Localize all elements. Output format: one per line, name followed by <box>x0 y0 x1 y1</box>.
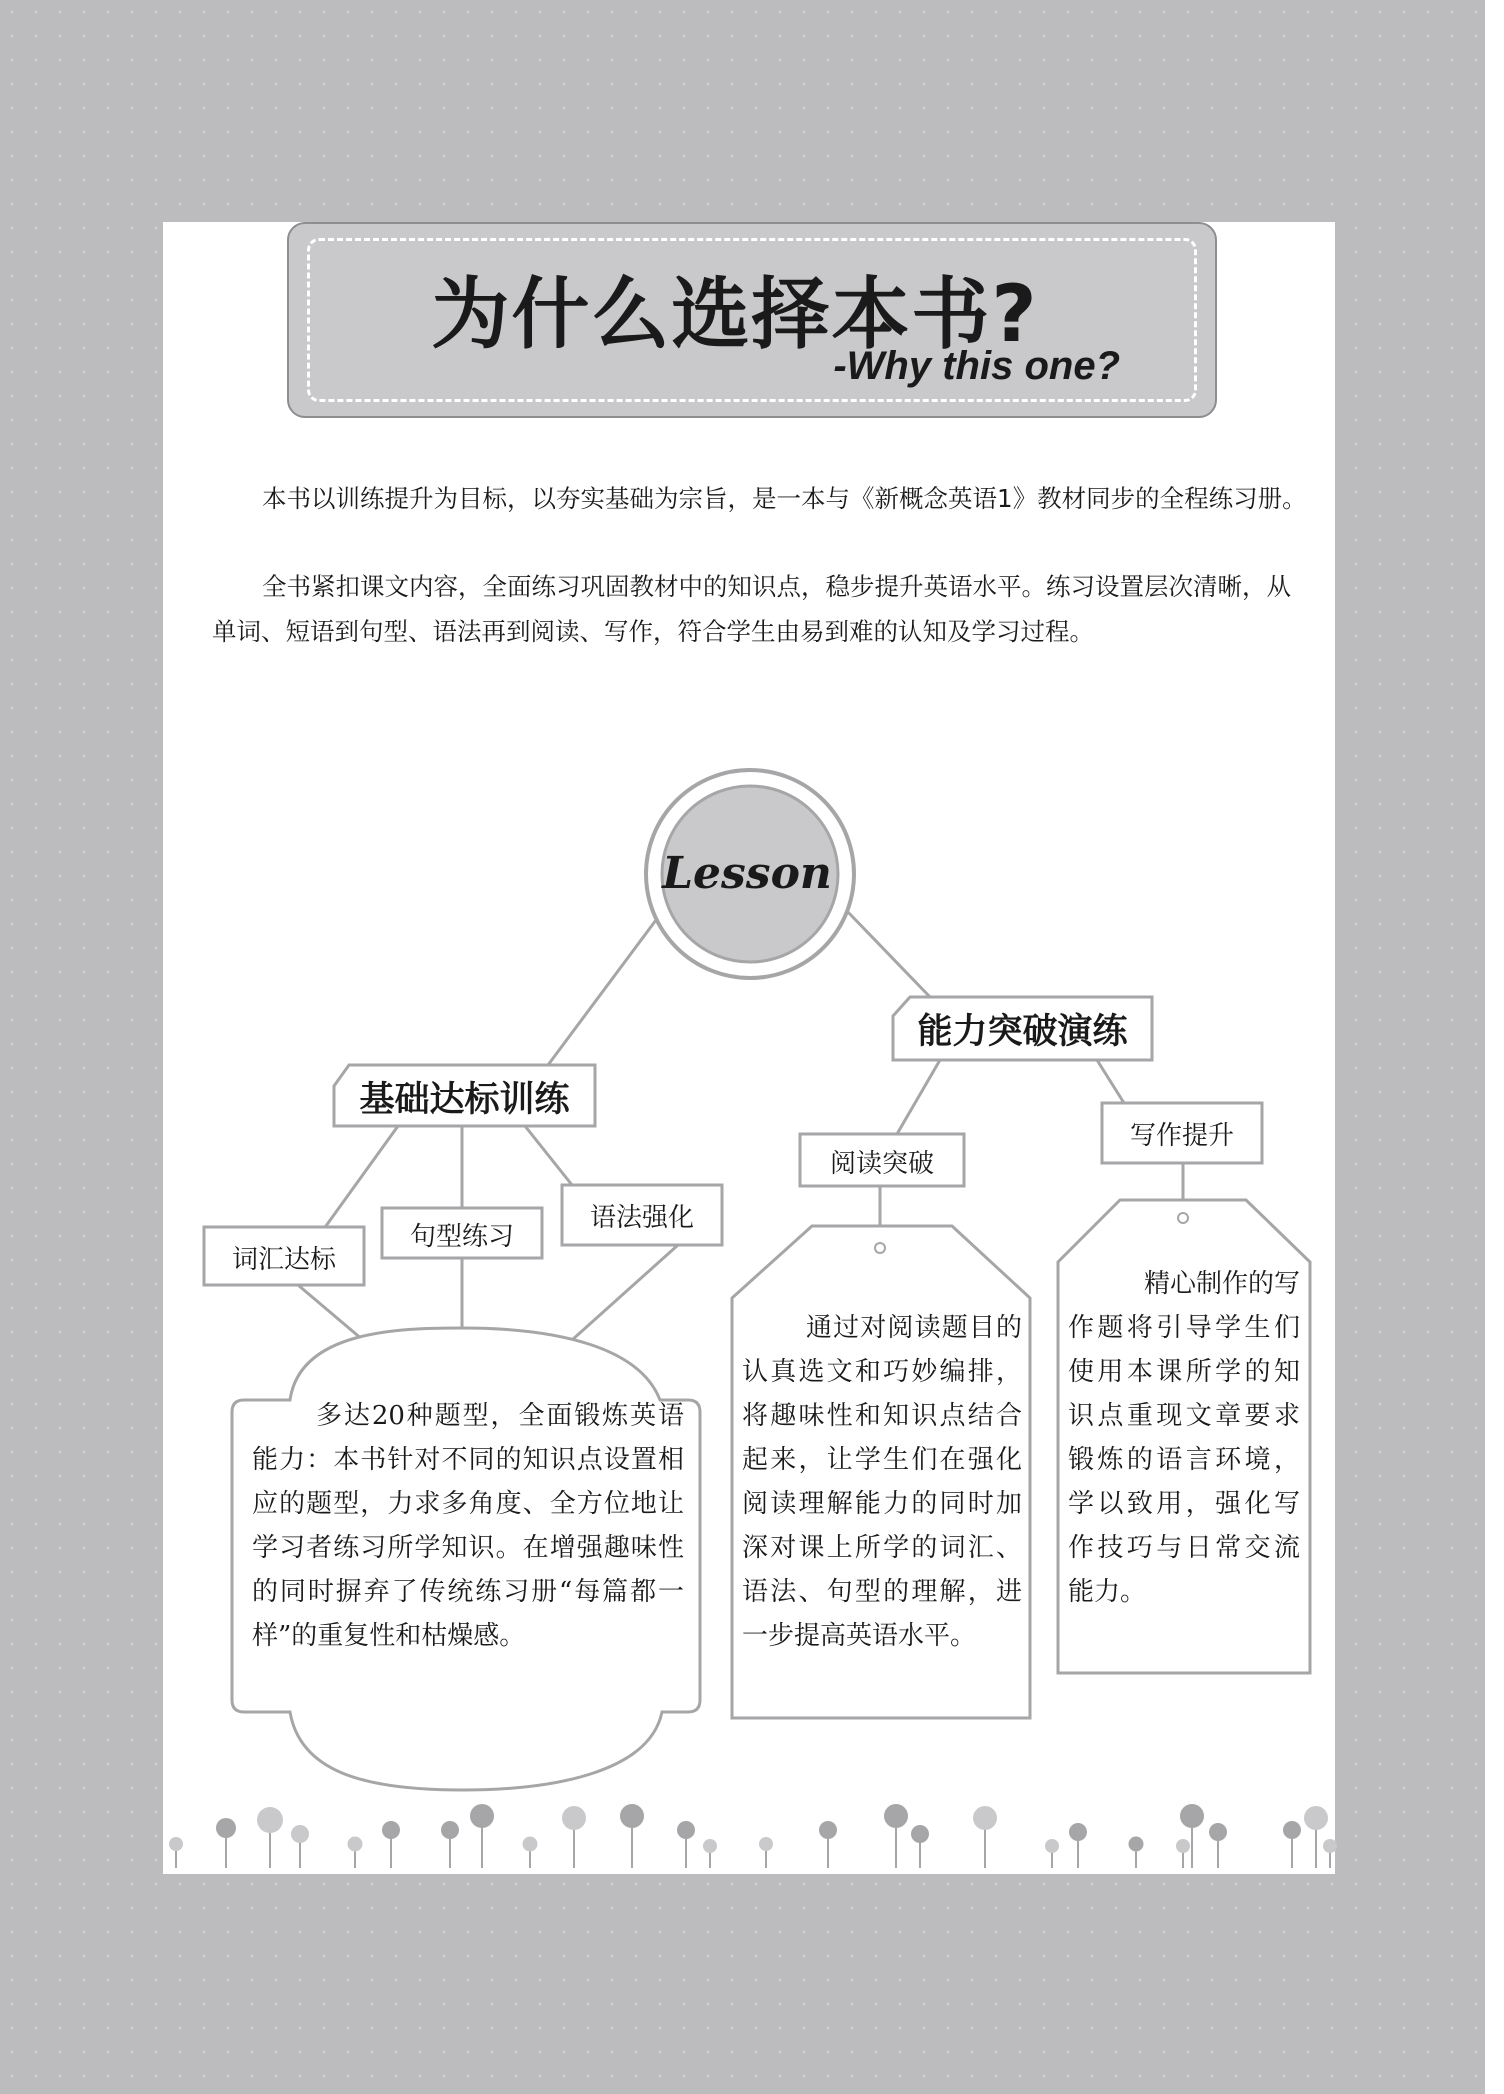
label-grammar: 语法强化 <box>589 1203 694 1233</box>
dot <box>759 1837 773 1851</box>
dot <box>216 1818 236 1838</box>
dot <box>441 1821 459 1839</box>
connector-left <box>548 920 656 1065</box>
dot <box>470 1804 494 1828</box>
lesson-label: Lesson <box>662 848 832 899</box>
label-basic-training: 基础达标训练 <box>359 1079 570 1120</box>
dot <box>911 1825 929 1843</box>
connector-right <box>846 910 930 997</box>
reading-description-text: 通过对阅读题目的认真选文和巧妙编排，将趣味性和知识点结合起来，让学生们在强化阅读理解能力的同时加深对课上所学的词汇、语法、句型的理解，进一步提高英语水平。 <box>742 1313 1022 1651</box>
label-writing: 写作提升 <box>1129 1121 1234 1151</box>
dot <box>1304 1806 1328 1830</box>
dot <box>884 1804 908 1828</box>
basic-description-text: 多达20种题型，全面锻炼英语能力：本书针对不同的知识点设置相应的题型，力求多角度、全方位地让学习者练习所学知识。在增强趣味性的同时摒弃了传统练习册“每篇都一样”的重复性和枯燥感。 <box>252 1401 684 1651</box>
connector-grammar <box>525 1126 572 1185</box>
dot <box>1045 1839 1059 1853</box>
dot <box>169 1837 183 1851</box>
connector-vocab-cloud <box>298 1285 363 1340</box>
intro-paragraph-1: 本书以训练提升为目标，以夯实基础为宗旨，是一本与《新概念英语1》教材同步的全程练习册。 <box>262 484 1307 513</box>
dot <box>677 1821 695 1839</box>
dot <box>523 1837 538 1852</box>
dot <box>291 1825 309 1843</box>
connector-grammar-cloud <box>572 1245 678 1340</box>
page-title: 为什么选择本书? <box>431 270 1039 360</box>
label-vocabulary: 词汇达标 <box>231 1245 336 1275</box>
dot <box>562 1806 586 1830</box>
label-ability-training: 能力突破演练 <box>917 1011 1128 1052</box>
dot <box>382 1821 400 1839</box>
decorative-dots <box>169 1804 1337 1868</box>
dot <box>819 1821 837 1839</box>
label-sentence-pattern: 句型练习 <box>409 1222 514 1252</box>
intro-paragraph-2: 全书紧扣课文内容，全面练习巩固教材中的知识点，稳步提升英语水平。练习设置层次清晰，从单词、短语到句型、语法再到阅读、写作，符合学生由易到难的认知及学习过程。 <box>212 572 1291 646</box>
dot <box>1209 1823 1227 1841</box>
connector-reading <box>897 1060 940 1134</box>
dot <box>1180 1804 1204 1828</box>
dot <box>1323 1839 1337 1853</box>
dot <box>1176 1839 1190 1853</box>
connector-writing <box>1097 1060 1124 1103</box>
dot <box>1069 1823 1087 1841</box>
page-subtitle: -Why this one? <box>833 344 1120 388</box>
dot <box>1129 1837 1144 1852</box>
writing-tag-hole <box>1178 1213 1188 1223</box>
dot <box>1283 1821 1301 1839</box>
dot <box>703 1839 717 1853</box>
dot <box>620 1804 644 1828</box>
dot <box>973 1806 997 1830</box>
writing-description-text: 精心制作的写作题将引导学生们使用本课所学的知识点重现文章要求锻炼的语言环境，学以致用，强化写作技巧与日常交流能力。 <box>1068 1269 1301 1607</box>
reading-tag-hole <box>875 1243 885 1253</box>
dot <box>348 1837 363 1852</box>
label-reading: 阅读突破 <box>829 1149 934 1179</box>
dot <box>257 1807 283 1833</box>
